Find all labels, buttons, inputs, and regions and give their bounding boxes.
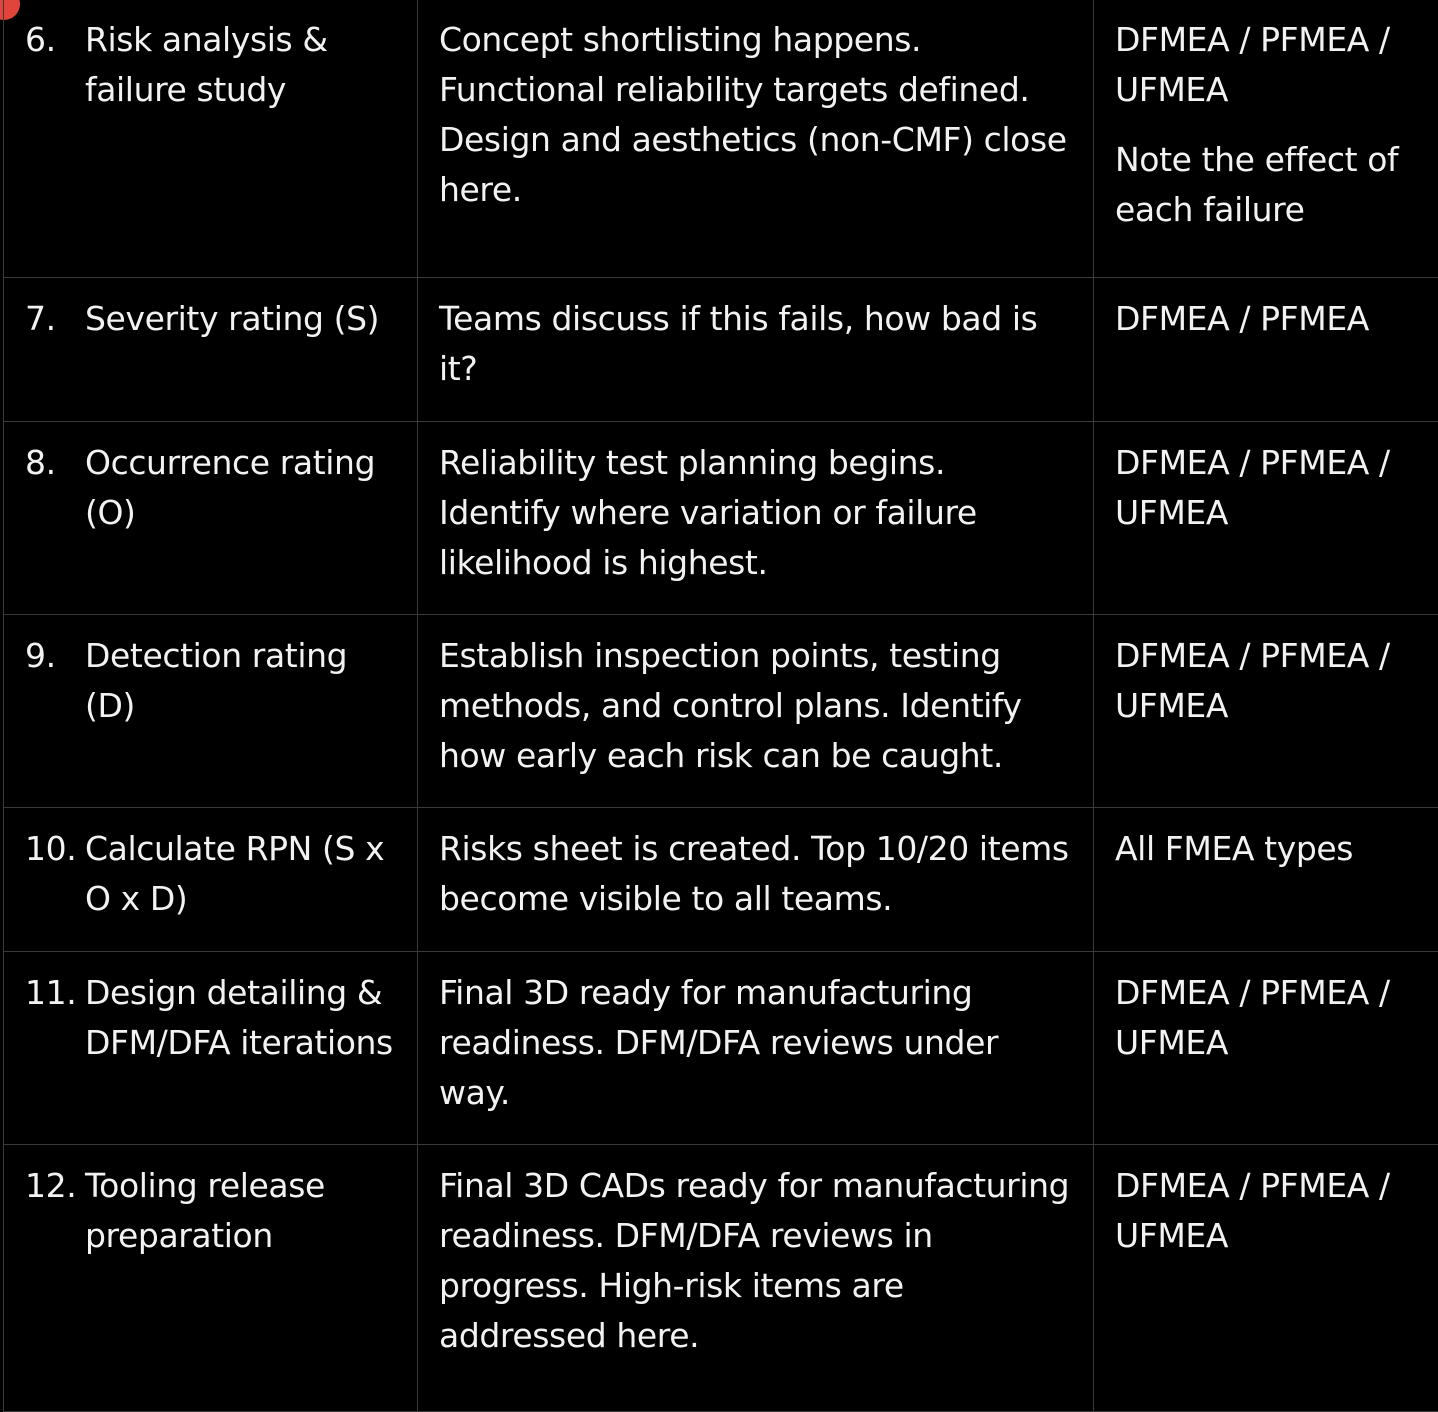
step-name: Tooling release preparation: [85, 1166, 325, 1255]
fmea-type-cell: DFMEA / PFMEA / UFMEA: [1094, 1145, 1438, 1412]
step-number: 10.: [25, 824, 76, 874]
description-cell: Establish inspection points, testing methods, and control plans. Identify how early each risk can be caught.: [418, 615, 1094, 808]
step-cell: [4, 615, 418, 808]
step-name: Occurrence rating (O): [85, 443, 375, 532]
table-row: [4, 615, 1438, 808]
fmea-type-cell: DFMEA / PFMEA / UFMEA: [1094, 615, 1438, 808]
step-number: 8.: [25, 438, 56, 488]
step-name: Risk analysis & failure study: [85, 20, 328, 109]
fmea-note: Note the effect of each failure: [1115, 135, 1431, 235]
step-number: 11.: [25, 968, 76, 1018]
table-row: [4, 808, 1438, 952]
step-number: 9.: [25, 631, 56, 681]
fmea-type-cell: [1094, 0, 1438, 278]
step-number: 12.: [25, 1161, 76, 1211]
step-number: 7.: [25, 294, 56, 344]
description-cell: Concept shortlisting happens. Functional reliability targets defined. Design and aesthetics (non-CMF) close here.: [418, 0, 1094, 278]
fmea-type-cell: All FMEA types: [1094, 808, 1438, 952]
description-cell: Teams discuss if this fails, how bad is it?: [418, 278, 1094, 422]
step-number: 6.: [25, 15, 56, 65]
table-row: [4, 422, 1438, 615]
table-row: [4, 1145, 1438, 1412]
step-cell: [4, 1145, 418, 1412]
step-name: Severity rating (S): [85, 299, 379, 338]
step-cell: [4, 278, 418, 422]
description-cell: Final 3D ready for manufacturing readiness. DFM/DFA reviews under way.: [418, 952, 1094, 1145]
table-row: [4, 952, 1438, 1145]
table-row: [4, 0, 1438, 278]
step-name: Calculate RPN (S x O x D): [85, 829, 384, 918]
step-cell: [4, 952, 418, 1145]
step-cell: [4, 0, 418, 278]
description-cell: Final 3D CADs ready for manufacturing readiness. DFM/DFA reviews in progress. High-risk items are addressed here.: [418, 1145, 1094, 1412]
step-cell: [4, 808, 418, 952]
description-cell: Reliability test planning begins. Identify where variation or failure likelihood is highest.: [418, 422, 1094, 615]
fmea-type-cell: DFMEA / PFMEA / UFMEA: [1094, 422, 1438, 615]
step-name: Detection rating (D): [85, 636, 347, 725]
step-cell: [4, 422, 418, 615]
fmea-type-cell: DFMEA / PFMEA / UFMEA: [1094, 952, 1438, 1145]
table-row: [4, 278, 1438, 422]
fmea-process-table: [3, 0, 1438, 1412]
step-name: Design detailing & DFM/DFA iterations: [85, 973, 393, 1062]
fmea-type: DFMEA / PFMEA / UFMEA: [1115, 15, 1431, 115]
fmea-type-cell: DFMEA / PFMEA: [1094, 278, 1438, 422]
description-cell: Risks sheet is created. Top 10/20 items become visible to all teams.: [418, 808, 1094, 952]
